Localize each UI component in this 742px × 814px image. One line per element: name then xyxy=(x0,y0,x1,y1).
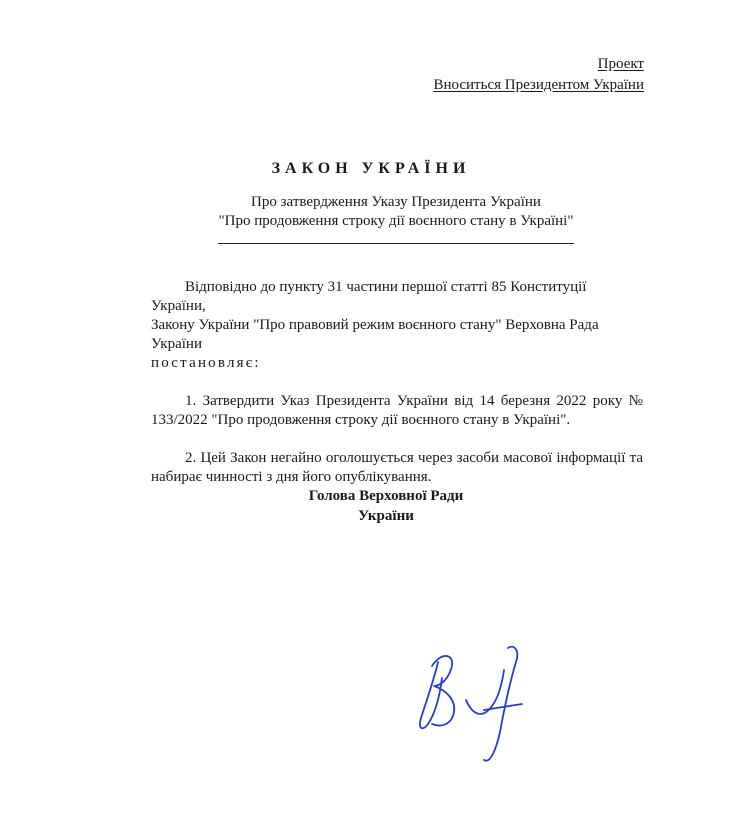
law-body xyxy=(151,278,643,487)
project-label: Проект xyxy=(597,56,644,72)
preamble-line-2: Закону України "Про правовий режим воєнного стану" Верховна Рада України xyxy=(151,317,599,352)
signatory-title-line-1: Голова Верховної Ради xyxy=(308,488,464,504)
signature-block xyxy=(200,486,572,526)
title-divider xyxy=(218,243,574,244)
article-1: 1. Затвердити Указ Президента України від 14 березня 2022 року № 133/2022 "Про продовження строку дії воєнного стану в Україні". xyxy=(151,393,643,428)
handwritten-signature xyxy=(412,640,532,770)
signatory-title-line-2: України xyxy=(358,508,414,524)
introduced-by-label: Вноситься Президентом України xyxy=(433,77,644,93)
law-subtitle xyxy=(0,193,742,231)
article-2: 2. Цей Закон негайно оголошується через засоби масової інформації та набирає чинності з дня його опублікування. xyxy=(151,450,643,485)
subtitle-line-2: "Про продовження строку дії воєнного стану в Україні" xyxy=(218,213,574,229)
law-title: ЗАКОН УКРАЇНИ xyxy=(271,160,471,177)
preamble-line-1: Відповідно до пункту 31 частини першої статті 85 Конституції України, xyxy=(151,279,587,314)
preamble-line-3: постановляє: xyxy=(151,355,261,371)
subtitle-line-1: Про затвердження Указу Президента України xyxy=(251,194,541,210)
